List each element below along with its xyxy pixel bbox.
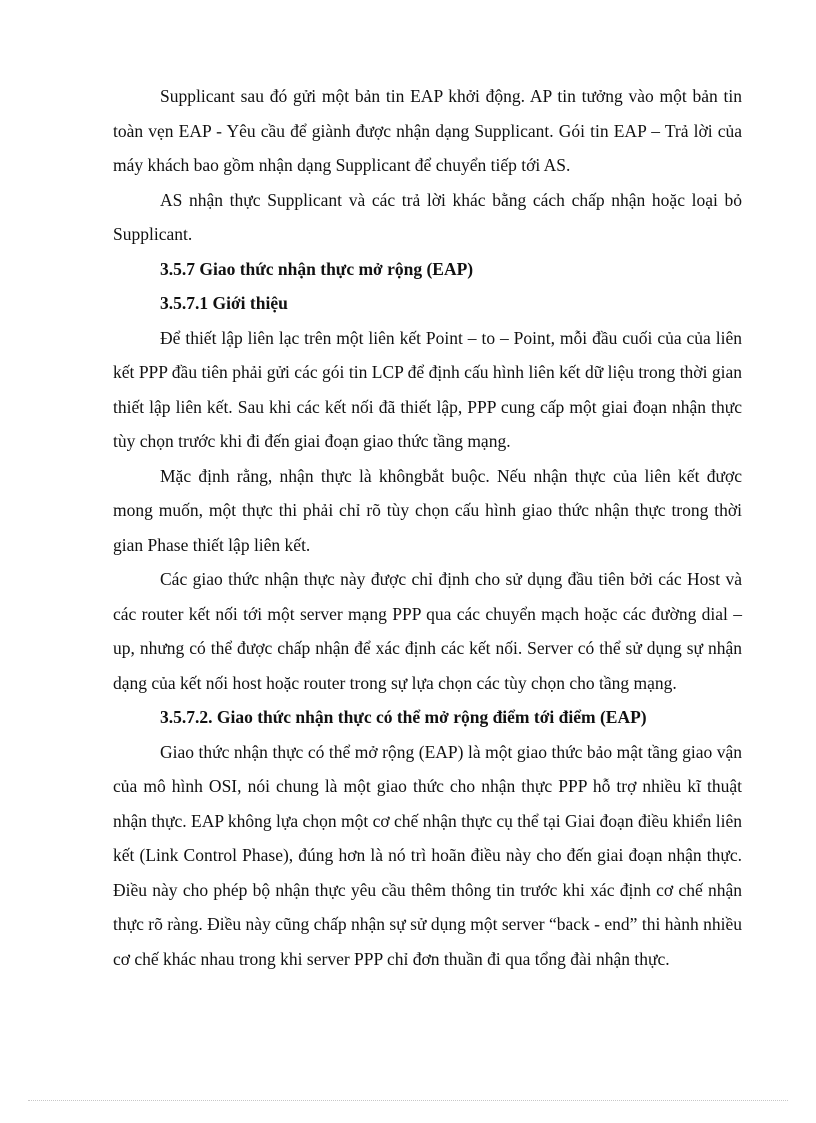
paragraph-authentication-protocols: Các giao thức nhận thực này được chỉ định cho sử dụng đầu tiên bởi các Host và các router kết nối tới một server mạng PPP qua các chuyển mạch hoặc các đường dial – up, nhưng có thể được chấp nhận để xác định các kết nối. Server có thể sử dụng sự nhận dạng của kết nối host hoặc router trong sự lựa chọn các tùy chọn cho tầng mạng.: [113, 569, 742, 693]
section-heading-3-5-7: 3.5.7 Giao thức nhận thực mở rộng (EAP): [160, 258, 474, 279]
section-heading-3-5-7-2: 3.5.7.2. Giao thức nhận thực có thể mở rộng điểm tới điểm (EAP): [160, 707, 647, 727]
paragraph-supplicant-eap-start: Supplicant sau đó gửi một bản tin EAP khởi động. AP tin tưởng vào một bản tin toàn vẹn EAP - Yêu cầu để giành được nhận dạng Supplicant. Gói tin EAP – Trả lời của máy khách bao gồm nhận dạng Supplicant để chuyển tiếp tới AS.: [113, 86, 742, 175]
page-content: [113, 79, 742, 976]
paragraph-ppp-link-setup: Để thiết lập liên lạc trên một liên kết Point – to – Point, mỗi đầu cuối của của liên kết PPP đầu tiên phải gửi các gói tin LCP để định cấu hình liên kết dữ liệu trong thời gian thiết lập liên kết. Sau khi các kết nối đã thiết lập, PPP cung cấp một giai đoạn nhận thực tùy chọn trước khi đi đến giai đoạn giao thức tầng mạng.: [113, 327, 742, 451]
paragraph-as-authentication: AS nhận thực Supplicant và các trả lời khác bằng cách chấp nhận hoặc loại bỏ Supplicant.: [113, 189, 742, 244]
paragraph-default-authentication: Mặc định rằng, nhận thực là khôngbắt buộc. Nếu nhận thực của liên kết được mong muốn, một thực thi phải chỉ rõ tùy chọn cấu hình giao thức nhận thực trong thời gian Phase thiết lập liên kết.: [113, 465, 742, 555]
paragraph-eap-description: Giao thức nhận thực có thể mở rộng (EAP) là một giao thức bảo mật tầng giao vận của mô hình OSI, nói chung là một giao thức cho nhận thực PPP hỗ trợ nhiều kĩ thuật nhận thực. EAP không lựa chọn một cơ chế nhận thực cụ thể tại Giai đoạn điều khiển liên kết (Link Control Phase), đúng hơn là nó trì hoãn điều này cho đến giai đoạn nhận thực. Điều này cho phép bộ nhận thực yêu cầu thêm thông tin trước khi xác định cơ chế nhận thực rõ ràng. Điều này cũng chấp nhận sự sử dụng một server “back - end” thi hành nhiều cơ chế khác nhau trong khi server PPP chỉ đơn thuần đi qua tổng đài nhận thực.: [113, 741, 742, 969]
footer-dotted-rule: [28, 1100, 788, 1101]
section-heading-3-5-7-1: 3.5.7.1 Giới thiệu: [160, 293, 288, 313]
